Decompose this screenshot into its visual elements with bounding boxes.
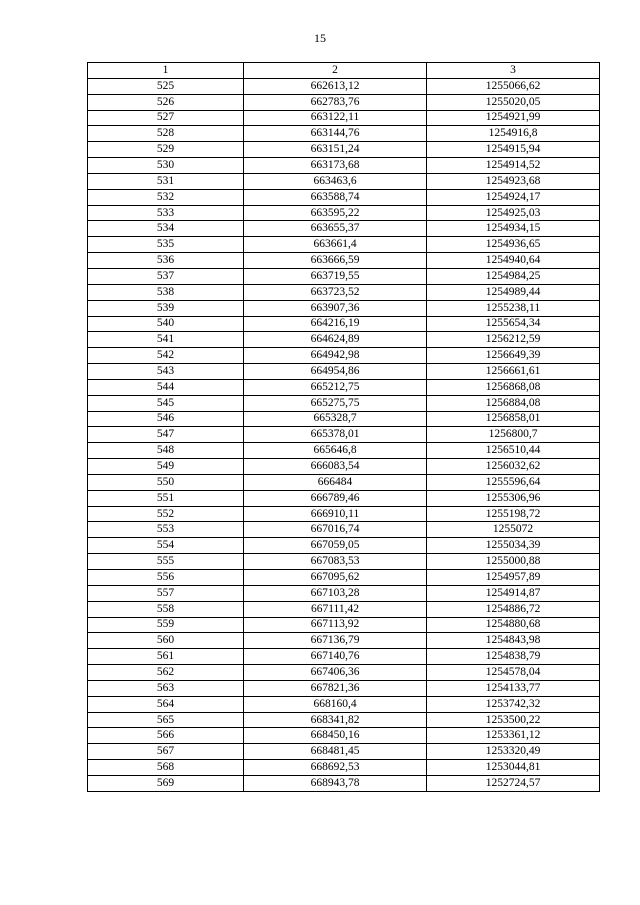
- y-coordinate-cell: 1256032,62: [427, 459, 600, 475]
- x-coordinate-cell: 663588,74: [244, 189, 427, 205]
- y-coordinate-cell: 1255654,34: [427, 316, 600, 332]
- point-number-cell: 536: [88, 253, 244, 269]
- y-coordinate-cell: 1256510,44: [427, 443, 600, 459]
- point-number-cell: 553: [88, 522, 244, 538]
- point-number-cell: 533: [88, 205, 244, 221]
- point-number-cell: 542: [88, 348, 244, 364]
- point-number-cell: 547: [88, 427, 244, 443]
- point-number-cell: 560: [88, 633, 244, 649]
- point-number-cell: 563: [88, 680, 244, 696]
- y-coordinate-cell: 1253500,22: [427, 712, 600, 728]
- table-row: [88, 78, 600, 94]
- x-coordinate-cell: 667140,76: [244, 649, 427, 665]
- x-coordinate-cell: 667083,53: [244, 554, 427, 570]
- table-row: [88, 506, 600, 522]
- point-number-cell: 561: [88, 649, 244, 665]
- x-coordinate-cell: 666083,54: [244, 459, 427, 475]
- y-coordinate-cell: 1256868,08: [427, 379, 600, 395]
- table-row: [88, 665, 600, 681]
- x-coordinate-cell: 668692,53: [244, 760, 427, 776]
- y-coordinate-cell: 1254934,15: [427, 221, 600, 237]
- point-number-cell: 549: [88, 459, 244, 475]
- x-coordinate-cell: 663151,24: [244, 142, 427, 158]
- x-coordinate-cell: 667059,05: [244, 538, 427, 554]
- y-coordinate-cell: 1254914,87: [427, 585, 600, 601]
- y-coordinate-cell: 1255020,05: [427, 94, 600, 110]
- x-coordinate-cell: 665328,7: [244, 411, 427, 427]
- y-coordinate-cell: 1254880,68: [427, 617, 600, 633]
- point-number-cell: 551: [88, 490, 244, 506]
- point-number-cell: 559: [88, 617, 244, 633]
- y-coordinate-cell: 1254923,68: [427, 173, 600, 189]
- y-coordinate-cell: 1253361,12: [427, 728, 600, 744]
- x-coordinate-cell: 665646,8: [244, 443, 427, 459]
- table-row: [88, 680, 600, 696]
- point-number-cell: 548: [88, 443, 244, 459]
- x-coordinate-cell: 666484: [244, 474, 427, 490]
- x-coordinate-cell: 667016,74: [244, 522, 427, 538]
- table-row: [88, 332, 600, 348]
- y-coordinate-cell: 1255596,64: [427, 474, 600, 490]
- y-coordinate-cell: 1255238,11: [427, 300, 600, 316]
- y-coordinate-cell: 1254989,44: [427, 284, 600, 300]
- table-row: [88, 205, 600, 221]
- y-coordinate-cell: 1253742,32: [427, 696, 600, 712]
- table-row: [88, 364, 600, 380]
- table-row: [88, 221, 600, 237]
- point-number-cell: 562: [88, 665, 244, 681]
- table-row: [88, 570, 600, 586]
- x-coordinate-cell: 666910,11: [244, 506, 427, 522]
- x-coordinate-cell: 664942,98: [244, 348, 427, 364]
- point-number-cell: 558: [88, 601, 244, 617]
- x-coordinate-cell: 663719,55: [244, 268, 427, 284]
- y-coordinate-cell: 1254936,65: [427, 237, 600, 253]
- point-number-cell: 532: [88, 189, 244, 205]
- point-number-cell: 538: [88, 284, 244, 300]
- point-number-cell: 530: [88, 158, 244, 174]
- table-body: [88, 78, 600, 791]
- table-row: [88, 173, 600, 189]
- x-coordinate-cell: 663666,59: [244, 253, 427, 269]
- table-row: [88, 538, 600, 554]
- x-coordinate-cell: 668341,82: [244, 712, 427, 728]
- x-coordinate-cell: 667136,79: [244, 633, 427, 649]
- point-number-cell: 557: [88, 585, 244, 601]
- table-row: [88, 696, 600, 712]
- table-row: [88, 300, 600, 316]
- column-header-3: 3: [427, 63, 600, 79]
- point-number-cell: 527: [88, 110, 244, 126]
- table-row: [88, 760, 600, 776]
- table-row: [88, 411, 600, 427]
- table-row: [88, 474, 600, 490]
- x-coordinate-cell: 662613,12: [244, 78, 427, 94]
- x-coordinate-cell: 667113,92: [244, 617, 427, 633]
- table-row: [88, 268, 600, 284]
- y-coordinate-cell: 1255198,72: [427, 506, 600, 522]
- point-number-cell: 541: [88, 332, 244, 348]
- y-coordinate-cell: 1254925,03: [427, 205, 600, 221]
- x-coordinate-cell: 663144,76: [244, 126, 427, 142]
- x-coordinate-cell: 663463,6: [244, 173, 427, 189]
- y-coordinate-cell: 1256800,7: [427, 427, 600, 443]
- table-row: [88, 443, 600, 459]
- y-coordinate-cell: 1254924,17: [427, 189, 600, 205]
- y-coordinate-cell: 1256649,39: [427, 348, 600, 364]
- table-row: [88, 775, 600, 791]
- table-row: [88, 126, 600, 142]
- table-row: [88, 633, 600, 649]
- page-number: 15: [314, 31, 326, 45]
- y-coordinate-cell: 1254957,89: [427, 570, 600, 586]
- y-coordinate-cell: 1254843,98: [427, 633, 600, 649]
- y-coordinate-cell: 1254838,79: [427, 649, 600, 665]
- y-coordinate-cell: 1254133,77: [427, 680, 600, 696]
- y-coordinate-cell: 1254886,72: [427, 601, 600, 617]
- table-row: [88, 601, 600, 617]
- y-coordinate-cell: 1254916,8: [427, 126, 600, 142]
- point-number-cell: 545: [88, 395, 244, 411]
- y-coordinate-cell: 1256212,59: [427, 332, 600, 348]
- point-number-cell: 531: [88, 173, 244, 189]
- x-coordinate-cell: 663122,11: [244, 110, 427, 126]
- table-row: [88, 348, 600, 364]
- column-header-2: 2: [244, 63, 427, 79]
- table-row: [88, 94, 600, 110]
- table-row: [88, 110, 600, 126]
- point-number-cell: 535: [88, 237, 244, 253]
- table-row: [88, 253, 600, 269]
- point-number-cell: 568: [88, 760, 244, 776]
- y-coordinate-cell: 1255072: [427, 522, 600, 538]
- table-row: [88, 237, 600, 253]
- y-coordinate-cell: 1255066,62: [427, 78, 600, 94]
- table-row: [88, 554, 600, 570]
- y-coordinate-cell: 1256884,08: [427, 395, 600, 411]
- x-coordinate-cell: 668481,45: [244, 744, 427, 760]
- point-number-cell: 540: [88, 316, 244, 332]
- table-header-row: [88, 63, 600, 79]
- y-coordinate-cell: 1253044,81: [427, 760, 600, 776]
- x-coordinate-cell: 667103,28: [244, 585, 427, 601]
- table-row: [88, 744, 600, 760]
- point-number-cell: 539: [88, 300, 244, 316]
- x-coordinate-cell: 663655,37: [244, 221, 427, 237]
- x-coordinate-cell: 668450,16: [244, 728, 427, 744]
- table-row: [88, 189, 600, 205]
- point-number-cell: 529: [88, 142, 244, 158]
- point-number-cell: 528: [88, 126, 244, 142]
- y-coordinate-cell: 1254914,52: [427, 158, 600, 174]
- y-coordinate-cell: 1255306,96: [427, 490, 600, 506]
- point-number-cell: 556: [88, 570, 244, 586]
- x-coordinate-cell: 662783,76: [244, 94, 427, 110]
- x-coordinate-cell: 665212,75: [244, 379, 427, 395]
- x-coordinate-cell: 663907,36: [244, 300, 427, 316]
- table-row: [88, 142, 600, 158]
- table-row: [88, 649, 600, 665]
- x-coordinate-cell: 667821,36: [244, 680, 427, 696]
- table-row: [88, 522, 600, 538]
- x-coordinate-cell: 663723,52: [244, 284, 427, 300]
- coordinates-table: [87, 62, 600, 792]
- table-row: [88, 316, 600, 332]
- column-header-1: 1: [88, 63, 244, 79]
- table-row: [88, 490, 600, 506]
- table-row: [88, 617, 600, 633]
- point-number-cell: 569: [88, 775, 244, 791]
- y-coordinate-cell: 1256661,61: [427, 364, 600, 380]
- x-coordinate-cell: 663595,22: [244, 205, 427, 221]
- table-row: [88, 427, 600, 443]
- y-coordinate-cell: 1254940,64: [427, 253, 600, 269]
- y-coordinate-cell: 1255034,39: [427, 538, 600, 554]
- point-number-cell: 537: [88, 268, 244, 284]
- x-coordinate-cell: 664216,19: [244, 316, 427, 332]
- x-coordinate-cell: 667095,62: [244, 570, 427, 586]
- x-coordinate-cell: 668943,78: [244, 775, 427, 791]
- point-number-cell: 544: [88, 379, 244, 395]
- x-coordinate-cell: 667111,42: [244, 601, 427, 617]
- point-number-cell: 555: [88, 554, 244, 570]
- table-row: [88, 284, 600, 300]
- y-coordinate-cell: 1254984,25: [427, 268, 600, 284]
- table-row: [88, 728, 600, 744]
- point-number-cell: 525: [88, 78, 244, 94]
- table-row: [88, 712, 600, 728]
- y-coordinate-cell: 1252724,57: [427, 775, 600, 791]
- x-coordinate-cell: 663173,68: [244, 158, 427, 174]
- y-coordinate-cell: 1254578,04: [427, 665, 600, 681]
- point-number-cell: 550: [88, 474, 244, 490]
- x-coordinate-cell: 667406,36: [244, 665, 427, 681]
- point-number-cell: 565: [88, 712, 244, 728]
- x-coordinate-cell: 665275,75: [244, 395, 427, 411]
- table-row: [88, 379, 600, 395]
- point-number-cell: 543: [88, 364, 244, 380]
- table-row: [88, 459, 600, 475]
- x-coordinate-cell: 664954,86: [244, 364, 427, 380]
- point-number-cell: 554: [88, 538, 244, 554]
- y-coordinate-cell: 1254915,94: [427, 142, 600, 158]
- table-row: [88, 158, 600, 174]
- point-number-cell: 526: [88, 94, 244, 110]
- y-coordinate-cell: 1253320,49: [427, 744, 600, 760]
- x-coordinate-cell: 663661,4: [244, 237, 427, 253]
- point-number-cell: 566: [88, 728, 244, 744]
- y-coordinate-cell: 1256858,01: [427, 411, 600, 427]
- x-coordinate-cell: 668160,4: [244, 696, 427, 712]
- point-number-cell: 564: [88, 696, 244, 712]
- x-coordinate-cell: 666789,46: [244, 490, 427, 506]
- point-number-cell: 546: [88, 411, 244, 427]
- point-number-cell: 534: [88, 221, 244, 237]
- x-coordinate-cell: 664624,89: [244, 332, 427, 348]
- x-coordinate-cell: 665378,01: [244, 427, 427, 443]
- point-number-cell: 552: [88, 506, 244, 522]
- y-coordinate-cell: 1254921,99: [427, 110, 600, 126]
- point-number-cell: 567: [88, 744, 244, 760]
- y-coordinate-cell: 1255000,88: [427, 554, 600, 570]
- table-row: [88, 585, 600, 601]
- table-row: [88, 395, 600, 411]
